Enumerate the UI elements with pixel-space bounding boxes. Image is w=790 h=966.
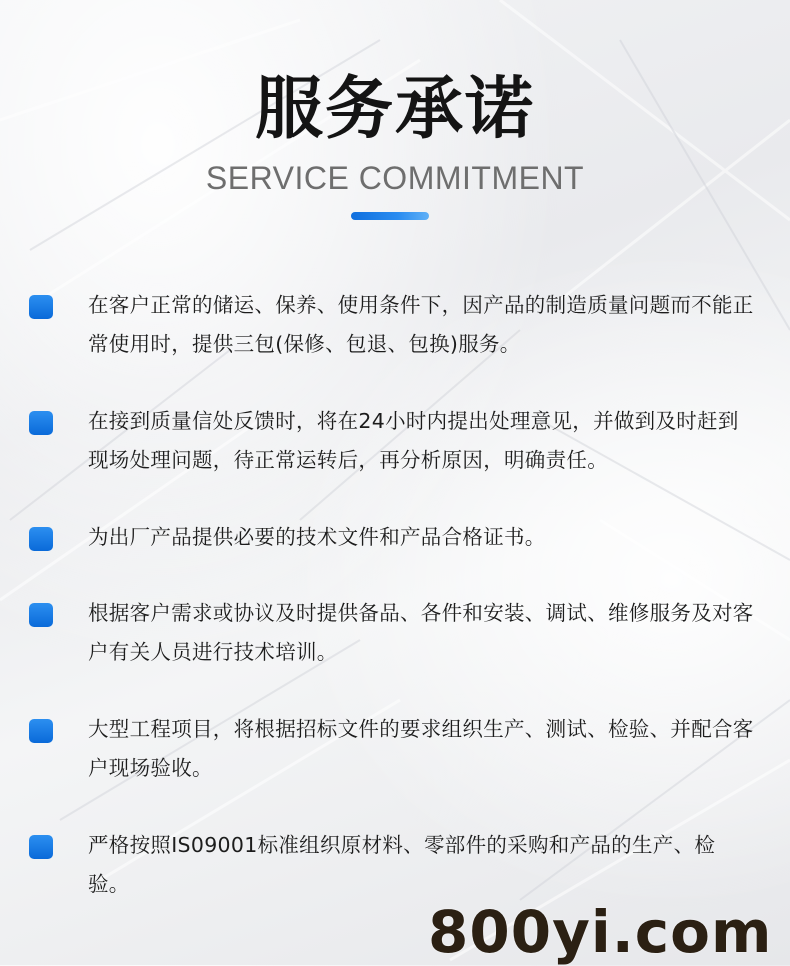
title-underline-bar — [351, 212, 429, 220]
page-subtitle: SERVICE COMMITMENT — [205, 160, 585, 196]
blue-square-bullet-icon — [29, 527, 53, 551]
blue-square-bullet-icon — [29, 411, 53, 435]
list-item-text: 在客户正常的储运、保养、使用条件下，因产品的制造质量问题而不能正常使用时，提供三包(保修、包退、包换)服务。 — [88, 293, 754, 356]
list-item-text: 根据客户需求或协议及时提供备品、各件和安装、调试、维修服务及对客户有关人员进行技术培训。 — [88, 601, 754, 664]
list-item-text: 严格按照IS09001标准组织原材料、零部件的采购和产品的生产、检验。 — [88, 833, 716, 896]
blue-square-bullet-icon — [29, 603, 53, 627]
blue-square-bullet-icon — [29, 295, 53, 319]
blue-square-bullet-icon — [29, 719, 53, 743]
list-item-text: 在接到质量信处反馈时，将在24小时内提出处理意见，并做到及时赶到现场处理问题，待正常运转后，再分析原因，明确责任。 — [88, 409, 739, 472]
list-item-text: 为出厂产品提供必要的技术文件和产品合格证书。 — [88, 525, 546, 549]
list-item-text: 大型工程项目，将根据招标文件的要求组织生产、测试、检验、并配合客户现场验收。 — [88, 717, 754, 780]
watermark-text: 800yi.com — [428, 898, 773, 966]
blue-square-bullet-icon — [29, 835, 53, 859]
page-title: 服务承诺 — [254, 70, 535, 149]
